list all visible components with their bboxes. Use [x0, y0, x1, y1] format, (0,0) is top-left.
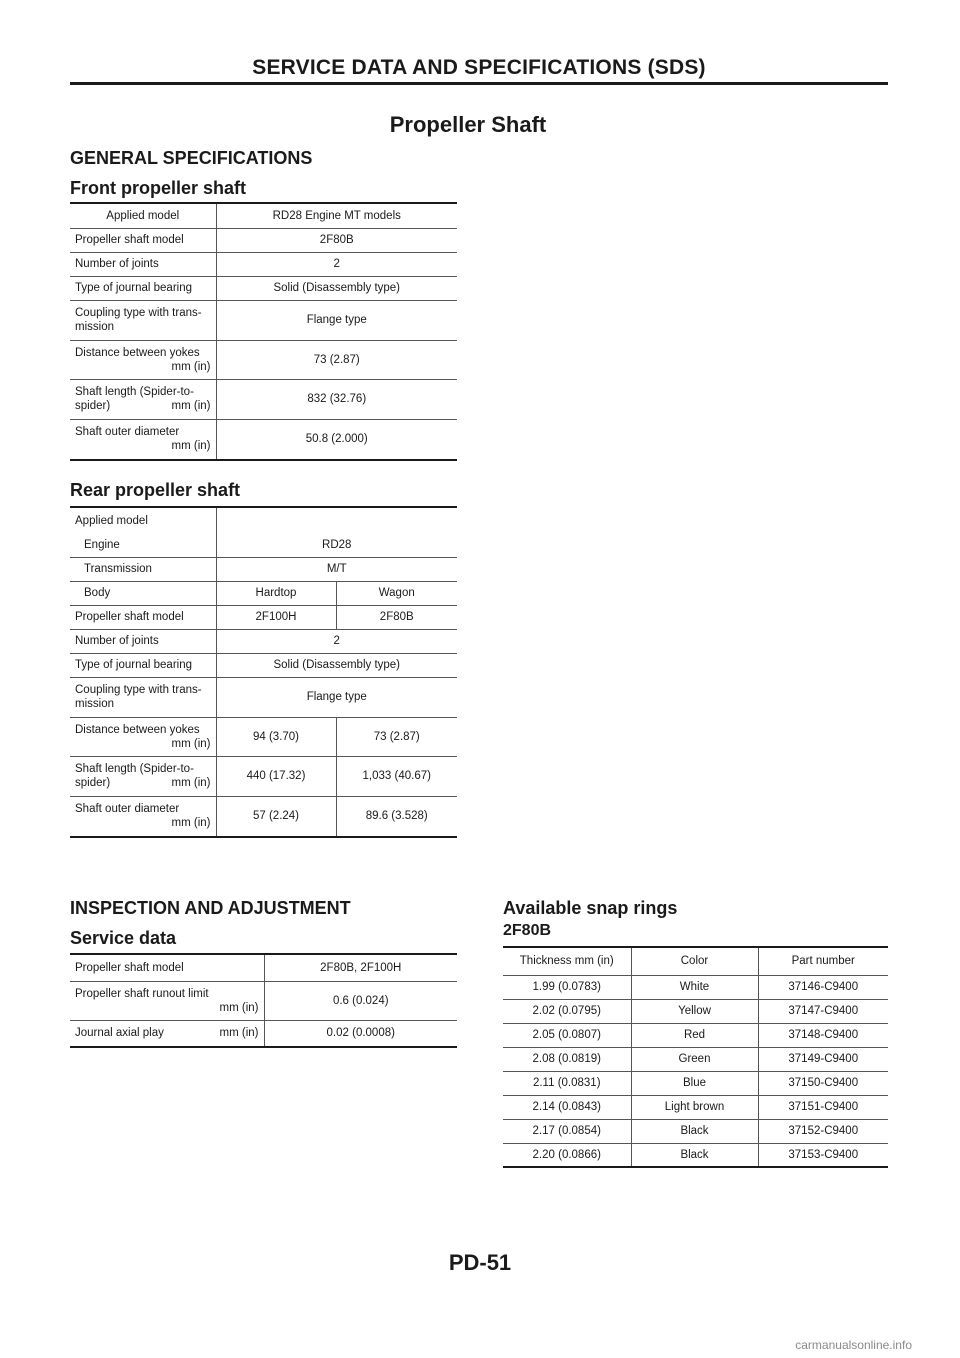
- body-value-hardtop: Hardtop: [216, 581, 336, 605]
- table-row: [70, 653, 457, 677]
- row-value: 2F80B: [216, 228, 457, 252]
- yokes-value: 94 (3.70): [216, 717, 336, 756]
- table-row: [70, 677, 457, 717]
- thickness-cell: 2.08 (0.0819): [503, 1047, 631, 1071]
- row-label: [70, 379, 216, 419]
- applied-model-value: RD28 Engine MT models: [216, 203, 457, 228]
- row-label: Number of joints: [70, 252, 216, 276]
- table-row: [70, 379, 457, 419]
- row-value: 50.8 (2.000): [216, 419, 457, 460]
- color-cell: Black: [631, 1119, 758, 1143]
- watermark: carmanualsonline.info: [795, 1338, 912, 1352]
- axial-unit: mm (in): [219, 1027, 259, 1040]
- color-cell: Light brown: [631, 1095, 758, 1119]
- row-label-line1: Shaft length (Spider-to-: [75, 386, 194, 398]
- row-label: [70, 340, 216, 379]
- table-row: [70, 717, 457, 756]
- bearing-value: Solid (Disassembly type): [216, 653, 457, 677]
- table-row: [70, 276, 457, 300]
- length-label: [70, 756, 216, 796]
- row-label-line2: spider): [75, 400, 111, 412]
- runout-label: [70, 981, 264, 1020]
- table-header-row: [503, 947, 888, 975]
- body-value-wagon: Wagon: [336, 581, 457, 605]
- thickness-cell: 2.14 (0.0843): [503, 1095, 631, 1119]
- joints-value: 2: [216, 629, 457, 653]
- part-number-cell: 37148-C9400: [758, 1023, 888, 1047]
- axial-label: [70, 1020, 264, 1047]
- row-value: 2: [216, 252, 457, 276]
- table-row: [70, 1020, 457, 1047]
- axial-value: 0.02 (0.0008): [264, 1020, 457, 1047]
- table-row: [503, 999, 888, 1023]
- part-number-cell: 37147-C9400: [758, 999, 888, 1023]
- row-label-line1: Coupling type with trans-: [75, 307, 202, 319]
- snap-rings-rows: [503, 975, 888, 1167]
- thickness-cell: 2.20 (0.0866): [503, 1143, 631, 1167]
- rear-propeller-shaft-table: [70, 506, 457, 838]
- thickness-cell: 1.99 (0.0783): [503, 975, 631, 999]
- table-row: [70, 300, 457, 340]
- row-label: [70, 419, 216, 460]
- length-unit: mm (in): [171, 777, 211, 789]
- engine-label: Engine: [70, 533, 216, 557]
- color-cell: Red: [631, 1023, 758, 1047]
- table-row: [503, 975, 888, 999]
- inspection-adjustment-heading: INSPECTION AND ADJUSTMENT: [70, 898, 351, 918]
- table-row: [503, 1023, 888, 1047]
- row-unit: mm (in): [171, 440, 211, 453]
- joints-label: Number of joints: [70, 629, 216, 653]
- header-rule: [70, 82, 888, 85]
- page-title: Propeller Shaft: [389, 112, 547, 137]
- row-value: 832 (32.76): [216, 379, 457, 419]
- row-label: Propeller shaft model: [70, 228, 216, 252]
- row-label-line2: mission: [75, 321, 114, 333]
- applied-model-blank: [216, 507, 457, 533]
- table-row: [70, 419, 457, 460]
- diameter-unit: mm (in): [171, 817, 211, 830]
- service-data-table: [70, 953, 457, 1048]
- diameter-value: 57 (2.24): [216, 796, 336, 837]
- section-header-title: SERVICE DATA AND SPECIFICATIONS (SDS): [252, 56, 706, 79]
- length-label-line2: spider): [75, 777, 111, 789]
- table-row: [70, 507, 457, 533]
- shaft-model-label: Propeller shaft model: [70, 605, 216, 629]
- yokes-label-line1: Distance between yokes: [75, 723, 200, 736]
- table-row: [70, 203, 457, 228]
- color-cell: Yellow: [631, 999, 758, 1023]
- coupling-label-line1: Coupling type with trans-: [75, 684, 202, 696]
- thickness-cell: 2.17 (0.0854): [503, 1119, 631, 1143]
- coupling-label: [70, 677, 216, 717]
- part-number-cell: 37150-C9400: [758, 1071, 888, 1095]
- length-label-line1: Shaft length (Spider-to-: [75, 763, 194, 775]
- part-number-cell: 37146-C9400: [758, 975, 888, 999]
- axial-label-text: Journal axial play: [75, 1027, 164, 1040]
- row-label: [70, 300, 216, 340]
- diameter-value: 89.6 (3.528): [336, 796, 457, 837]
- column-header-part-number: Part number: [758, 947, 888, 975]
- table-row: [70, 228, 457, 252]
- shaft-model-value: 2F100H: [216, 605, 336, 629]
- service-data-heading: Service data: [70, 928, 177, 948]
- length-value: 1,033 (40.67): [336, 756, 457, 796]
- table-row: [503, 1071, 888, 1095]
- length-value: 440 (17.32): [216, 756, 336, 796]
- front-propeller-shaft-heading: Front propeller shaft: [70, 178, 247, 198]
- table-row: [503, 1119, 888, 1143]
- row-value: 73 (2.87): [216, 340, 457, 379]
- service-shaft-model-label: Propeller shaft model: [70, 954, 264, 981]
- diameter-label: [70, 796, 216, 837]
- page-number: PD-51: [448, 1250, 512, 1275]
- table-row: [70, 954, 457, 981]
- table-row: [70, 340, 457, 379]
- color-cell: Green: [631, 1047, 758, 1071]
- engine-value: RD28: [216, 533, 457, 557]
- thickness-cell: 2.02 (0.0795): [503, 999, 631, 1023]
- yokes-value: 73 (2.87): [336, 717, 457, 756]
- part-number-cell: 37153-C9400: [758, 1143, 888, 1167]
- color-cell: Black: [631, 1143, 758, 1167]
- table-row: [70, 605, 457, 629]
- yokes-label: [70, 717, 216, 756]
- row-label: Type of journal bearing: [70, 276, 216, 300]
- table-row: [503, 1047, 888, 1071]
- color-cell: Blue: [631, 1071, 758, 1095]
- table-row: [70, 533, 457, 557]
- applied-model-label: Applied model: [70, 203, 216, 228]
- coupling-value: Flange type: [216, 677, 457, 717]
- row-unit: mm (in): [171, 400, 211, 412]
- table-row: [70, 796, 457, 837]
- service-shaft-model-value: 2F80B, 2F100H: [264, 954, 457, 981]
- table-row: [70, 581, 457, 605]
- table-row: [70, 557, 457, 581]
- applied-model-label: Applied model: [70, 507, 216, 533]
- runout-unit: mm (in): [219, 1001, 259, 1014]
- rear-propeller-shaft-heading: Rear propeller shaft: [70, 480, 241, 500]
- thickness-cell: 2.05 (0.0807): [503, 1023, 631, 1047]
- row-label-line1: Shaft outer diameter: [75, 426, 180, 439]
- general-specifications-heading: GENERAL SPECIFICATIONS: [70, 148, 313, 168]
- body-label: Body: [70, 581, 216, 605]
- row-unit: mm (in): [171, 360, 211, 373]
- thickness-cell: 2.11 (0.0831): [503, 1071, 631, 1095]
- coupling-label-line2: mission: [75, 698, 114, 710]
- row-label-line1: Distance between yokes: [75, 346, 200, 359]
- front-propeller-shaft-table: [70, 202, 457, 461]
- runout-label-line1: Propeller shaft runout limit: [75, 987, 209, 1000]
- diameter-label-line1: Shaft outer diameter: [75, 803, 180, 816]
- color-cell: White: [631, 975, 758, 999]
- runout-value: 0.6 (0.024): [264, 981, 457, 1020]
- snap-rings-table: [503, 946, 888, 1168]
- column-header-color: Color: [631, 947, 758, 975]
- table-row: [503, 1143, 888, 1167]
- table-row: [70, 629, 457, 653]
- bearing-label: Type of journal bearing: [70, 653, 216, 677]
- yokes-unit: mm (in): [171, 737, 211, 750]
- row-value: Flange type: [216, 300, 457, 340]
- table-row: [70, 252, 457, 276]
- length-label-line2-wrap: [75, 776, 211, 790]
- table-row: [503, 1095, 888, 1119]
- part-number-cell: 37151-C9400: [758, 1095, 888, 1119]
- table-row: [70, 756, 457, 796]
- table-row: [70, 981, 457, 1020]
- snap-rings-heading: Available snap rings: [503, 898, 678, 918]
- row-label-line2-wrap: [75, 399, 211, 413]
- transmission-value: M/T: [216, 557, 457, 581]
- part-number-cell: 37152-C9400: [758, 1119, 888, 1143]
- row-value: Solid (Disassembly type): [216, 276, 457, 300]
- part-number-cell: 37149-C9400: [758, 1047, 888, 1071]
- snap-rings-subheading: 2F80B: [503, 922, 552, 939]
- transmission-label: Transmission: [70, 557, 216, 581]
- column-header-thickness: Thickness mm (in): [503, 947, 631, 975]
- shaft-model-value: 2F80B: [336, 605, 457, 629]
